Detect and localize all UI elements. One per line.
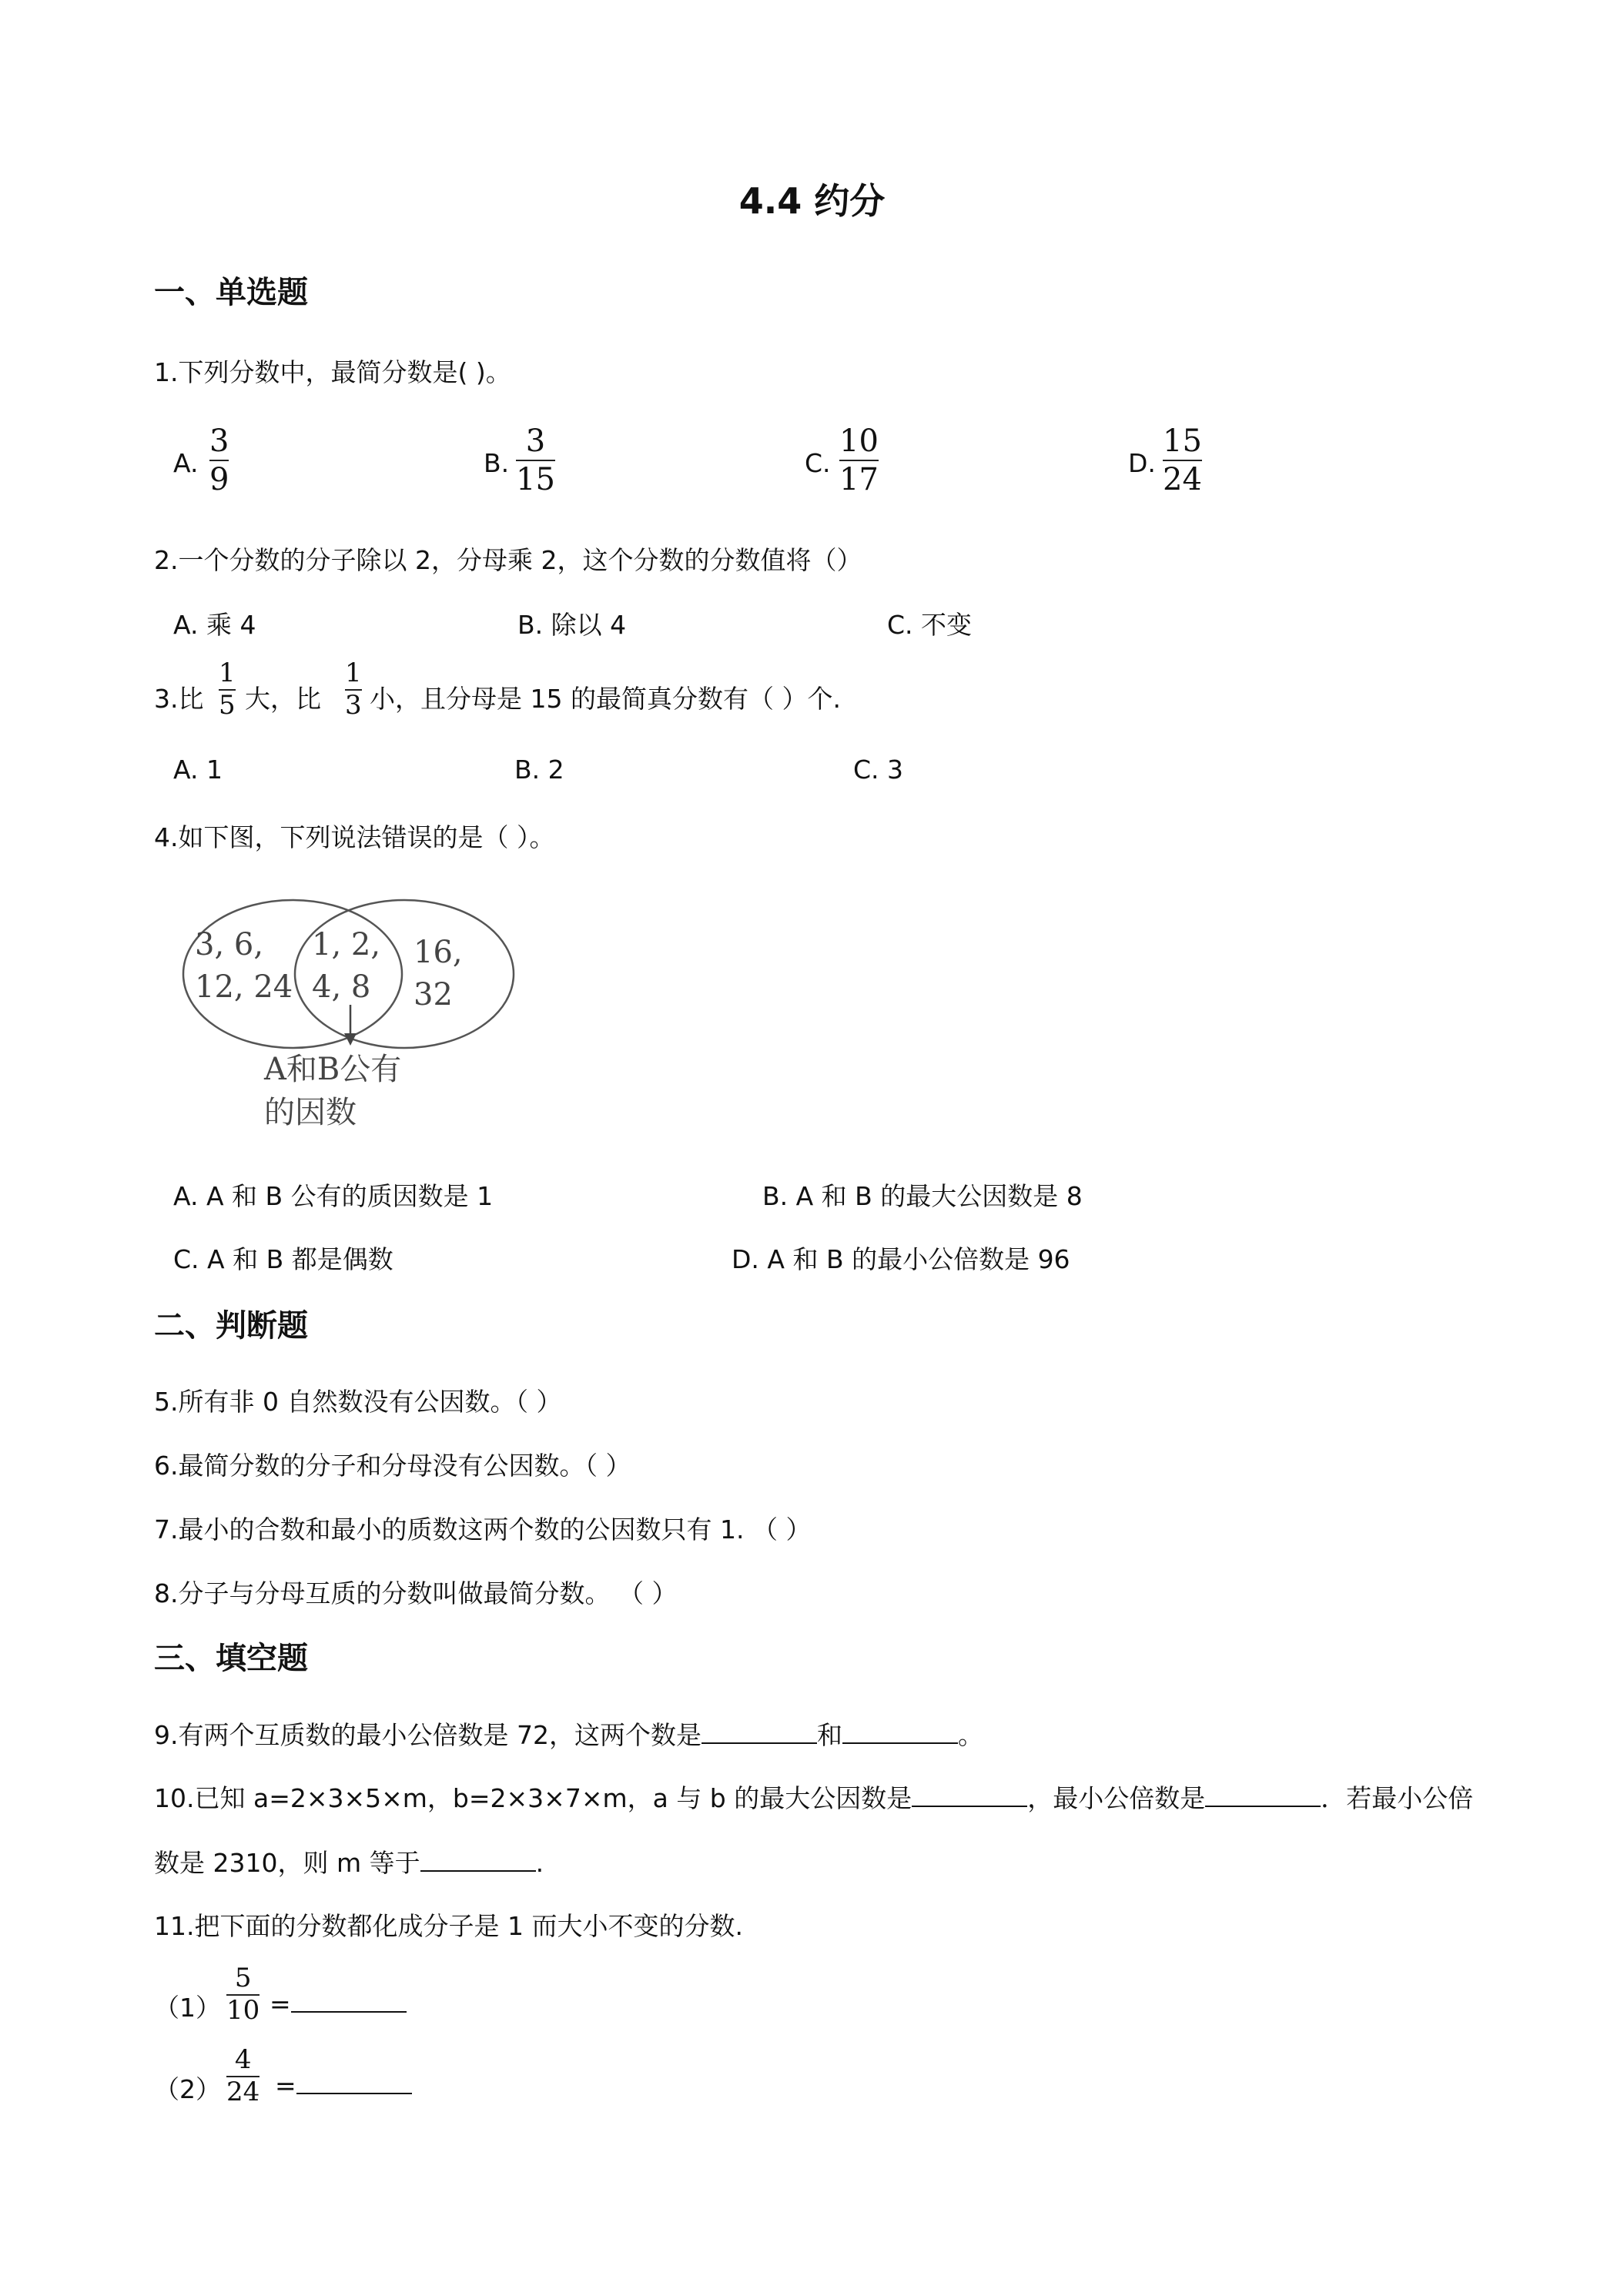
denominator: 9 [209, 462, 229, 497]
question-5: 5.所有非 0 自然数没有公因数。（ ） [154, 1387, 562, 1417]
denominator: 10 [226, 1994, 260, 2026]
numerator: 3 [525, 423, 546, 459]
q4-option-b: B. A 和 B 的最大公因数是 8 [762, 1181, 1083, 1211]
equals-sign: = [270, 1989, 291, 2019]
q10-blank-gcd[interactable] [912, 1782, 1027, 1807]
denominator: 24 [1163, 462, 1202, 497]
numerator: 10 [839, 423, 879, 459]
q10-text-e: . [535, 1848, 544, 1878]
q10-text-c: ．若最小公倍 [1321, 1783, 1474, 1813]
q2-option-c: C. 不变 [887, 610, 973, 640]
venn-mid-line1: 1, 2, [312, 927, 381, 962]
question-6: 6.最简分数的分子和分母没有公因数。（ ） [154, 1451, 631, 1481]
q3-option-a: A. 1 [173, 755, 223, 785]
numerator: 4 [234, 2044, 252, 2075]
denominator: 3 [345, 689, 362, 721]
venn-mid-line2: 4, 8 [312, 969, 371, 1005]
q4-option-d: D. A 和 B 的最小公倍数是 96 [732, 1244, 1070, 1274]
q10-text-d: 数是 2310，则 m 等于 [154, 1848, 420, 1878]
venn-left-line2: 12, 24 [195, 969, 293, 1005]
question-4-stem: 4.如下图，下列说法错误的是（ ）。 [154, 822, 555, 852]
numerator: 5 [234, 1963, 252, 1993]
q1-option-c-fraction [839, 425, 879, 496]
q11-item-2-answer [275, 2070, 412, 2100]
q3-option-c: C. 3 [853, 755, 904, 785]
q11-item-1-label: （1） [154, 1993, 221, 2023]
q2-option-b: B. 除以 4 [517, 610, 627, 640]
page-title: 4.4 约分 [738, 180, 886, 222]
q4-option-a: A. A 和 B 公有的质因数是 1 [173, 1181, 494, 1211]
q9-blank-1[interactable] [702, 1719, 817, 1744]
question-3-suffix: 小，且分母是 15 的最简真分数有（ ）个. [370, 684, 841, 714]
section-heading-true-false: 二、判断题 [154, 1308, 308, 1344]
venn-diagram [173, 885, 535, 1140]
venn-caption-line2: 的因数 [264, 1095, 357, 1130]
question-1-stem: 1.下列分数中，最简分数是( )。 [154, 357, 511, 387]
q9-text-b: 和 [816, 1720, 842, 1750]
question-8: 8.分子与分母互质的分数叫做最简分数。 （ ） [154, 1578, 678, 1608]
venn-caption-line1: A和B公有 [264, 1052, 402, 1087]
q10-blank-m[interactable] [420, 1847, 536, 1872]
question-10-line2 [154, 1843, 544, 1879]
q11-item-1-fraction [226, 1965, 260, 2024]
numerator: 1 [345, 658, 362, 688]
q1-option-a-fraction [209, 425, 229, 496]
q10-text-a: 10.已知 a=2×3×5×m，b=2×3×7×m，a 与 b 的最大公因数是 [154, 1783, 912, 1813]
venn-right-line1: 16, [414, 935, 463, 970]
q11-blank-1[interactable] [291, 1988, 407, 2013]
venn-right-line2: 32 [414, 977, 453, 1012]
q11-item-2-label: （2） [154, 2074, 221, 2104]
question-10-line1 [154, 1779, 1473, 1815]
q11-item-1-answer [270, 1988, 407, 2019]
q4-option-c: C. A 和 B 都是偶数 [173, 1244, 393, 1274]
question-7: 7.最小的合数和最小的质数这两个数的公因数只有 1. （ ） [154, 1514, 812, 1545]
q1-option-d-label: D. [1128, 448, 1156, 478]
equals-sign: = [275, 2070, 296, 2100]
q1-option-c-label: C. [805, 448, 831, 478]
section-heading-single-choice: 一、单选题 [154, 275, 308, 310]
q3-fraction-one-fifth [219, 660, 236, 719]
numerator: 15 [1163, 423, 1202, 459]
q1-option-b-label: B. [484, 448, 510, 478]
venn-left-line1: 3, 6, [195, 927, 264, 962]
q3-fraction-one-third [345, 660, 362, 719]
question-9 [154, 1715, 983, 1752]
section-heading-fill-in: 三、填空题 [154, 1641, 308, 1676]
q11-item-2-fraction [226, 2044, 260, 2107]
numerator: 1 [219, 658, 236, 688]
q1-option-d-fraction [1163, 425, 1202, 496]
q10-blank-lcm[interactable] [1205, 1782, 1321, 1807]
q11-blank-2[interactable] [296, 2070, 412, 2094]
question-3-mid: 大，比 [245, 684, 321, 714]
q2-option-a: A. 乘 4 [173, 610, 256, 640]
question-11-stem: 11.把下面的分数都化成分子是 1 而大小不变的分数. [154, 1911, 743, 1941]
q9-text-c: 。 [957, 1720, 983, 1750]
q1-option-b-fraction [516, 425, 555, 496]
denominator: 5 [219, 689, 236, 721]
q9-blank-2[interactable] [842, 1719, 958, 1744]
question-3-prefix: 3.比 [154, 684, 204, 714]
denominator: 15 [516, 462, 555, 497]
numerator: 3 [209, 423, 229, 459]
q10-text-b: ，最小公倍数是 [1027, 1783, 1206, 1813]
q1-option-a-label: A. [173, 448, 199, 478]
q3-option-b: B. 2 [514, 755, 564, 785]
denominator: 24 [226, 2076, 260, 2107]
q9-text-a: 9.有两个互质数的最小公倍数是 72，这两个数是 [154, 1720, 702, 1750]
question-2-stem: 2.一个分数的分子除以 2，分母乘 2，这个分数的分数值将（） [154, 545, 862, 575]
denominator: 17 [839, 462, 879, 497]
